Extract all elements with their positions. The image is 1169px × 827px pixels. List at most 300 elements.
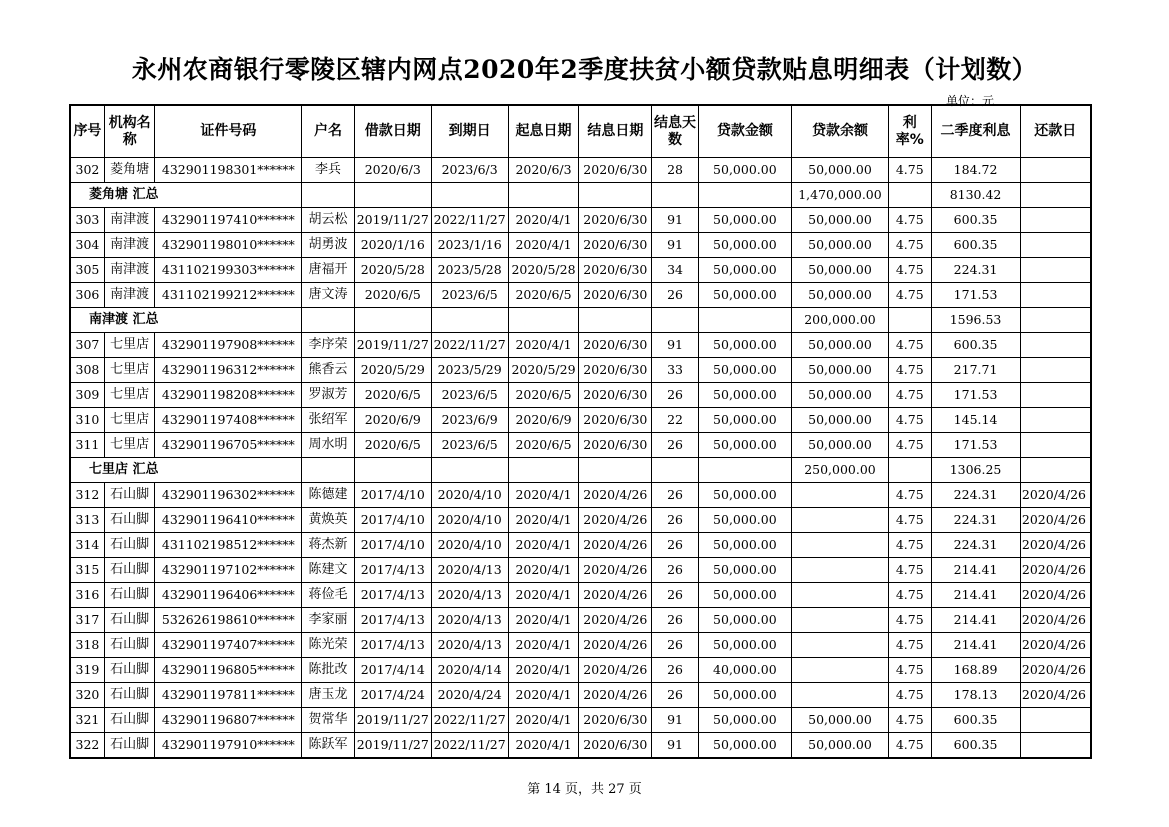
seq-cell: 318 xyxy=(70,633,104,658)
table-row xyxy=(70,683,1091,708)
subtotal-interest: 1306.25 xyxy=(931,458,1020,483)
name-cell: 周水明 xyxy=(302,433,355,458)
interest-end-cell: 2020/4/26 xyxy=(579,533,652,558)
balance-cell xyxy=(791,683,888,708)
empty-cell xyxy=(508,458,579,483)
seq-cell: 316 xyxy=(70,583,104,608)
repay-date-cell xyxy=(1020,408,1091,433)
interest-end-cell: 2020/4/26 xyxy=(579,633,652,658)
seq-cell: 302 xyxy=(70,158,104,183)
name-cell: 李序荣 xyxy=(302,333,355,358)
due-date-cell: 2020/4/13 xyxy=(431,608,508,633)
table-row xyxy=(70,658,1091,683)
seq-cell: 314 xyxy=(70,533,104,558)
balance-cell: 50,000.00 xyxy=(791,283,888,308)
repay-date-cell xyxy=(1020,733,1091,759)
interest-cell: 171.53 xyxy=(931,383,1020,408)
loan-date-cell: 2019/11/27 xyxy=(354,733,431,759)
id-number-cell: 432901196805****** xyxy=(155,658,302,683)
id-number-cell: 432901196410****** xyxy=(155,508,302,533)
interest-start-cell: 2020/6/5 xyxy=(508,283,579,308)
empty-cell xyxy=(698,183,791,208)
due-date-cell: 2020/4/24 xyxy=(431,683,508,708)
id-number-cell: 432901197811****** xyxy=(155,683,302,708)
loan-date-cell: 2019/11/27 xyxy=(354,208,431,233)
interest-cell: 214.41 xyxy=(931,583,1020,608)
table-row xyxy=(70,208,1091,233)
days-cell: 91 xyxy=(652,208,699,233)
empty-cell xyxy=(889,308,931,333)
header-cell: 结息日期 xyxy=(579,105,652,158)
branch-cell: 南津渡 xyxy=(104,258,155,283)
empty-cell xyxy=(508,308,579,333)
rate-cell: 4.75 xyxy=(889,483,931,508)
id-number-cell: 432901198208****** xyxy=(155,383,302,408)
repay-date-cell xyxy=(1020,358,1091,383)
days-cell: 26 xyxy=(652,658,699,683)
repay-date-cell: 2020/4/26 xyxy=(1020,608,1091,633)
branch-cell: 石山脚 xyxy=(104,633,155,658)
balance-cell: 50,000.00 xyxy=(791,408,888,433)
interest-end-cell: 2020/4/26 xyxy=(579,558,652,583)
repay-date-cell xyxy=(1020,283,1091,308)
name-cell: 陈批改 xyxy=(302,658,355,683)
subtotal-interest: 1596.53 xyxy=(931,308,1020,333)
rate-cell: 4.75 xyxy=(889,358,931,383)
empty-cell xyxy=(652,458,699,483)
seq-cell: 306 xyxy=(70,283,104,308)
rate-cell: 4.75 xyxy=(889,608,931,633)
rate-cell: 4.75 xyxy=(889,433,931,458)
interest-start-cell: 2020/4/1 xyxy=(508,533,579,558)
balance-cell: 50,000.00 xyxy=(791,258,888,283)
empty-cell xyxy=(579,458,652,483)
empty-cell xyxy=(579,308,652,333)
table-row xyxy=(70,408,1091,433)
branch-cell: 石山脚 xyxy=(104,558,155,583)
due-date-cell: 2023/5/29 xyxy=(431,358,508,383)
seq-cell: 320 xyxy=(70,683,104,708)
interest-end-cell: 2020/4/26 xyxy=(579,583,652,608)
days-cell: 91 xyxy=(652,708,699,733)
table-row xyxy=(70,558,1091,583)
loan-amount-cell: 50,000.00 xyxy=(698,733,791,759)
repay-date-cell xyxy=(1020,158,1091,183)
balance-cell: 50,000.00 xyxy=(791,333,888,358)
interest-end-cell: 2020/6/30 xyxy=(579,258,652,283)
seq-cell: 312 xyxy=(70,483,104,508)
subtotal-row xyxy=(70,458,1091,483)
branch-cell: 南津渡 xyxy=(104,233,155,258)
days-cell: 91 xyxy=(652,733,699,759)
id-number-cell: 432901197408****** xyxy=(155,408,302,433)
header-cell: 二季度利息 xyxy=(931,105,1020,158)
name-cell: 胡云松 xyxy=(302,208,355,233)
interest-start-cell: 2020/4/1 xyxy=(508,658,579,683)
loan-amount-cell: 50,000.00 xyxy=(698,708,791,733)
interest-cell: 224.31 xyxy=(931,533,1020,558)
days-cell: 22 xyxy=(652,408,699,433)
interest-start-cell: 2020/4/1 xyxy=(508,608,579,633)
interest-start-cell: 2020/6/5 xyxy=(508,383,579,408)
branch-cell: 石山脚 xyxy=(104,533,155,558)
days-cell: 91 xyxy=(652,233,699,258)
balance-cell xyxy=(791,658,888,683)
due-date-cell: 2023/1/16 xyxy=(431,233,508,258)
repay-date-cell xyxy=(1020,433,1091,458)
name-cell: 陈建文 xyxy=(302,558,355,583)
id-number-cell: 431102199212****** xyxy=(155,283,302,308)
balance-cell: 50,000.00 xyxy=(791,158,888,183)
rate-cell: 4.75 xyxy=(889,683,931,708)
due-date-cell: 2022/11/27 xyxy=(431,733,508,759)
loan-amount-cell: 50,000.00 xyxy=(698,558,791,583)
subtotal-balance: 200,000.00 xyxy=(791,308,888,333)
loan-amount-cell: 50,000.00 xyxy=(698,533,791,558)
days-cell: 26 xyxy=(652,533,699,558)
table-row xyxy=(70,533,1091,558)
interest-cell: 600.35 xyxy=(931,733,1020,759)
due-date-cell: 2020/4/10 xyxy=(431,533,508,558)
due-date-cell: 2023/6/3 xyxy=(431,158,508,183)
due-date-cell: 2023/6/5 xyxy=(431,283,508,308)
seq-cell: 322 xyxy=(70,733,104,759)
loan-date-cell: 2017/4/14 xyxy=(354,658,431,683)
interest-end-cell: 2020/6/30 xyxy=(579,708,652,733)
loan-amount-cell: 50,000.00 xyxy=(698,358,791,383)
interest-end-cell: 2020/6/30 xyxy=(579,358,652,383)
repay-date-cell xyxy=(1020,383,1091,408)
header-cell: 还款日 xyxy=(1020,105,1091,158)
loan-date-cell: 2020/6/5 xyxy=(354,283,431,308)
interest-start-cell: 2020/4/1 xyxy=(508,333,579,358)
days-cell: 26 xyxy=(652,558,699,583)
name-cell: 陈跃军 xyxy=(302,733,355,759)
rate-cell: 4.75 xyxy=(889,633,931,658)
due-date-cell: 2020/4/14 xyxy=(431,658,508,683)
name-cell: 唐玉龙 xyxy=(302,683,355,708)
loan-amount-cell: 50,000.00 xyxy=(698,608,791,633)
loan-date-cell: 2017/4/13 xyxy=(354,633,431,658)
id-number-cell: 431102199303****** xyxy=(155,258,302,283)
name-cell: 陈光荣 xyxy=(302,633,355,658)
days-cell: 33 xyxy=(652,358,699,383)
rate-cell: 4.75 xyxy=(889,733,931,759)
id-number-cell: 432901196807****** xyxy=(155,708,302,733)
subtotal-label: 菱角塘 汇总 xyxy=(70,183,302,208)
id-number-cell: 432901198010****** xyxy=(155,233,302,258)
loan-amount-cell: 40,000.00 xyxy=(698,658,791,683)
empty-cell xyxy=(431,458,508,483)
empty-cell xyxy=(302,458,355,483)
days-cell: 26 xyxy=(652,633,699,658)
loan-amount-cell: 50,000.00 xyxy=(698,583,791,608)
branch-cell: 七里店 xyxy=(104,358,155,383)
branch-cell: 石山脚 xyxy=(104,583,155,608)
interest-start-cell: 2020/4/1 xyxy=(508,233,579,258)
loan-date-cell: 2019/11/27 xyxy=(354,333,431,358)
empty-cell xyxy=(1020,458,1091,483)
balance-cell: 50,000.00 xyxy=(791,208,888,233)
interest-cell: 145.14 xyxy=(931,408,1020,433)
loan-amount-cell: 50,000.00 xyxy=(698,483,791,508)
id-number-cell: 532626198610****** xyxy=(155,608,302,633)
interest-end-cell: 2020/4/26 xyxy=(579,508,652,533)
interest-end-cell: 2020/4/26 xyxy=(579,608,652,633)
repay-date-cell xyxy=(1020,208,1091,233)
interest-end-cell: 2020/6/30 xyxy=(579,208,652,233)
rate-cell: 4.75 xyxy=(889,508,931,533)
repay-date-cell: 2020/4/26 xyxy=(1020,533,1091,558)
loan-amount-cell: 50,000.00 xyxy=(698,333,791,358)
empty-cell xyxy=(579,183,652,208)
balance-cell: 50,000.00 xyxy=(791,383,888,408)
header-row xyxy=(70,105,1091,158)
loan-amount-cell: 50,000.00 xyxy=(698,158,791,183)
branch-cell: 石山脚 xyxy=(104,608,155,633)
name-cell: 罗淑芳 xyxy=(302,383,355,408)
rate-cell: 4.75 xyxy=(889,208,931,233)
rate-cell: 4.75 xyxy=(889,708,931,733)
loan-date-cell: 2017/4/13 xyxy=(354,583,431,608)
interest-start-cell: 2020/4/1 xyxy=(508,708,579,733)
interest-cell: 214.41 xyxy=(931,608,1020,633)
interest-end-cell: 2020/6/30 xyxy=(579,408,652,433)
interest-start-cell: 2020/4/1 xyxy=(508,583,579,608)
subtotal-row xyxy=(70,308,1091,333)
interest-cell: 224.31 xyxy=(931,508,1020,533)
branch-cell: 石山脚 xyxy=(104,733,155,759)
table-row xyxy=(70,483,1091,508)
interest-cell: 168.89 xyxy=(931,658,1020,683)
header-cell: 序号 xyxy=(70,105,104,158)
table-row xyxy=(70,508,1091,533)
interest-start-cell: 2020/6/3 xyxy=(508,158,579,183)
loan-date-cell: 2020/1/16 xyxy=(354,233,431,258)
branch-cell: 菱角塘 xyxy=(104,158,155,183)
seq-cell: 309 xyxy=(70,383,104,408)
branch-cell: 南津渡 xyxy=(104,283,155,308)
balance-cell: 50,000.00 xyxy=(791,433,888,458)
repay-date-cell: 2020/4/26 xyxy=(1020,658,1091,683)
balance-cell: 50,000.00 xyxy=(791,733,888,759)
empty-cell xyxy=(302,308,355,333)
days-cell: 26 xyxy=(652,608,699,633)
empty-cell xyxy=(302,183,355,208)
days-cell: 26 xyxy=(652,433,699,458)
interest-cell: 600.35 xyxy=(931,208,1020,233)
subtotal-label: 七里店 汇总 xyxy=(70,458,302,483)
seq-cell: 305 xyxy=(70,258,104,283)
subsidy-table xyxy=(69,104,1092,759)
rate-cell: 4.75 xyxy=(889,408,931,433)
seq-cell: 315 xyxy=(70,558,104,583)
name-cell: 张绍军 xyxy=(302,408,355,433)
seq-cell: 317 xyxy=(70,608,104,633)
days-cell: 26 xyxy=(652,483,699,508)
name-cell: 蒋杰新 xyxy=(302,533,355,558)
table-row xyxy=(70,733,1091,759)
table-row xyxy=(70,283,1091,308)
branch-cell: 石山脚 xyxy=(104,683,155,708)
days-cell: 26 xyxy=(652,508,699,533)
loan-date-cell: 2020/6/9 xyxy=(354,408,431,433)
branch-cell: 石山脚 xyxy=(104,483,155,508)
interest-cell: 600.35 xyxy=(931,233,1020,258)
interest-end-cell: 2020/6/30 xyxy=(579,733,652,759)
loan-date-cell: 2020/6/5 xyxy=(354,383,431,408)
seq-cell: 311 xyxy=(70,433,104,458)
rate-cell: 4.75 xyxy=(889,583,931,608)
loan-amount-cell: 50,000.00 xyxy=(698,633,791,658)
balance-cell xyxy=(791,483,888,508)
id-number-cell: 432901197407****** xyxy=(155,633,302,658)
interest-start-cell: 2020/4/1 xyxy=(508,483,579,508)
repay-date-cell: 2020/4/26 xyxy=(1020,633,1091,658)
interest-cell: 224.31 xyxy=(931,258,1020,283)
table-row xyxy=(70,158,1091,183)
unit-label: 单位：元 xyxy=(946,94,995,108)
loan-date-cell: 2020/6/3 xyxy=(354,158,431,183)
table-body xyxy=(70,158,1091,759)
interest-end-cell: 2020/6/30 xyxy=(579,333,652,358)
balance-cell xyxy=(791,583,888,608)
due-date-cell: 2023/5/28 xyxy=(431,258,508,283)
due-date-cell: 2020/4/13 xyxy=(431,558,508,583)
interest-end-cell: 2020/4/26 xyxy=(579,683,652,708)
days-cell: 26 xyxy=(652,583,699,608)
loan-amount-cell: 50,000.00 xyxy=(698,258,791,283)
header-cell: 证件号码 xyxy=(155,105,302,158)
id-number-cell: 432901197410****** xyxy=(155,208,302,233)
name-cell: 李兵 xyxy=(302,158,355,183)
rate-cell: 4.75 xyxy=(889,383,931,408)
interest-cell: 214.41 xyxy=(931,633,1020,658)
subtotal-balance: 1,470,000.00 xyxy=(791,183,888,208)
id-number-cell: 432901198301****** xyxy=(155,158,302,183)
empty-cell xyxy=(508,183,579,208)
balance-cell xyxy=(791,633,888,658)
interest-start-cell: 2020/4/1 xyxy=(508,508,579,533)
days-cell: 91 xyxy=(652,333,699,358)
interest-end-cell: 2020/6/30 xyxy=(579,383,652,408)
empty-cell xyxy=(889,183,931,208)
loan-amount-cell: 50,000.00 xyxy=(698,683,791,708)
rate-cell: 4.75 xyxy=(889,258,931,283)
days-cell: 26 xyxy=(652,683,699,708)
interest-cell: 600.35 xyxy=(931,333,1020,358)
balance-cell xyxy=(791,508,888,533)
name-cell: 贺常华 xyxy=(302,708,355,733)
loan-date-cell: 2019/11/27 xyxy=(354,708,431,733)
id-number-cell: 432901196312****** xyxy=(155,358,302,383)
repay-date-cell xyxy=(1020,258,1091,283)
rate-cell: 4.75 xyxy=(889,283,931,308)
balance-cell: 50,000.00 xyxy=(791,708,888,733)
interest-start-cell: 2020/6/9 xyxy=(508,408,579,433)
loan-amount-cell: 50,000.00 xyxy=(698,283,791,308)
header-cell: 到期日 xyxy=(431,105,508,158)
header-cell: 贷款余额 xyxy=(791,105,888,158)
branch-cell: 石山脚 xyxy=(104,508,155,533)
interest-end-cell: 2020/6/30 xyxy=(579,283,652,308)
id-number-cell: 432901196406****** xyxy=(155,583,302,608)
seq-cell: 307 xyxy=(70,333,104,358)
loan-amount-cell: 50,000.00 xyxy=(698,408,791,433)
repay-date-cell xyxy=(1020,233,1091,258)
header-cell: 贷款金额 xyxy=(698,105,791,158)
interest-end-cell: 2020/6/30 xyxy=(579,433,652,458)
table-row xyxy=(70,708,1091,733)
interest-start-cell: 2020/5/28 xyxy=(508,258,579,283)
loan-amount-cell: 50,000.00 xyxy=(698,208,791,233)
name-cell: 熊香云 xyxy=(302,358,355,383)
seq-cell: 308 xyxy=(70,358,104,383)
id-number-cell: 432901196302****** xyxy=(155,483,302,508)
due-date-cell: 2020/4/13 xyxy=(431,633,508,658)
name-cell: 唐文涛 xyxy=(302,283,355,308)
interest-cell: 600.35 xyxy=(931,708,1020,733)
document-title: 永州农商银行零陵区辖内网点2020年2季度扶贫小额贷款贴息明细表（计划数） xyxy=(131,55,1038,84)
interest-cell: 184.72 xyxy=(931,158,1020,183)
loan-amount-cell: 50,000.00 xyxy=(698,233,791,258)
subtotal-interest: 8130.42 xyxy=(931,183,1020,208)
interest-cell: 178.13 xyxy=(931,683,1020,708)
due-date-cell: 2020/4/13 xyxy=(431,583,508,608)
days-cell: 26 xyxy=(652,383,699,408)
name-cell: 胡勇波 xyxy=(302,233,355,258)
table-row xyxy=(70,433,1091,458)
due-date-cell: 2022/11/27 xyxy=(431,333,508,358)
seq-cell: 313 xyxy=(70,508,104,533)
rate-cell: 4.75 xyxy=(889,333,931,358)
header-cell: 起息日期 xyxy=(508,105,579,158)
rate-cell: 4.75 xyxy=(889,233,931,258)
id-number-cell: 431102198512****** xyxy=(155,533,302,558)
id-number-cell: 432901196705****** xyxy=(155,433,302,458)
repay-date-cell: 2020/4/26 xyxy=(1020,508,1091,533)
empty-cell xyxy=(1020,183,1091,208)
balance-cell xyxy=(791,558,888,583)
balance-cell xyxy=(791,533,888,558)
loan-date-cell: 2017/4/10 xyxy=(354,533,431,558)
loan-date-cell: 2017/4/13 xyxy=(354,558,431,583)
repay-date-cell: 2020/4/26 xyxy=(1020,683,1091,708)
loan-date-cell: 2017/4/10 xyxy=(354,483,431,508)
interest-start-cell: 2020/6/5 xyxy=(508,433,579,458)
interest-cell: 224.31 xyxy=(931,483,1020,508)
header-cell: 机构名称 xyxy=(104,105,155,158)
table-row xyxy=(70,233,1091,258)
empty-cell xyxy=(652,308,699,333)
seq-cell: 321 xyxy=(70,708,104,733)
interest-start-cell: 2020/5/29 xyxy=(508,358,579,383)
name-cell: 黄焕英 xyxy=(302,508,355,533)
interest-start-cell: 2020/4/1 xyxy=(508,733,579,759)
interest-start-cell: 2020/4/1 xyxy=(508,633,579,658)
loan-amount-cell: 50,000.00 xyxy=(698,433,791,458)
seq-cell: 304 xyxy=(70,233,104,258)
due-date-cell: 2022/11/27 xyxy=(431,708,508,733)
header-cell: 借款日期 xyxy=(354,105,431,158)
days-cell: 28 xyxy=(652,158,699,183)
table-row xyxy=(70,258,1091,283)
rate-cell: 4.75 xyxy=(889,158,931,183)
days-cell: 26 xyxy=(652,283,699,308)
name-cell: 李家丽 xyxy=(302,608,355,633)
empty-cell xyxy=(354,183,431,208)
loan-amount-cell: 50,000.00 xyxy=(698,383,791,408)
